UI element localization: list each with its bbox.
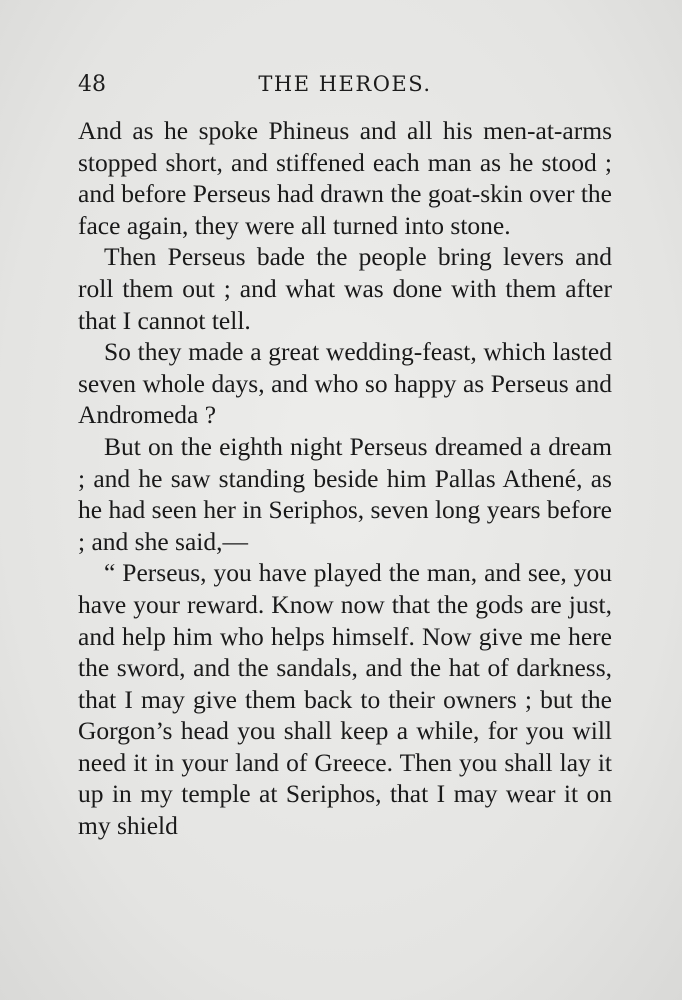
paragraph: “ Perseus, you have played the man, and see, you have your reward. Know now that the gods are just, and help him who helps himself. Now give me here the sword, and the sandals, and the hat of darkness, that I may give them back to their owners ; but the Gorgon’s head you shall keep a while, for you will need it in your land of Greece. Then you shall lay it up in my temple at Seriphos, that I may wear it on my shield	[78, 558, 612, 841]
page-header	[78, 72, 612, 106]
paragraph: But on the eighth night Perseus dreamed a dream ; and he saw standing beside him Pallas Athené, as he had seen her in Seriphos, seven long years before ; and she said,—	[78, 431, 612, 556]
paragraph: Then Perseus bade the people bring levers and roll them out ; and what was done with them after that I cannot tell.	[78, 242, 612, 335]
paragraph: So they made a great wedding-feast, which lasted seven whole days, and who so happy as Perseus and Andromeda ?	[78, 337, 612, 430]
paragraph: And as he spoke Phineus and all his men-at-arms stopped short, and stiffened each man as he stood ; and before Perseus had drawn the goat-skin over the face again, they were all turned into stone.	[78, 116, 612, 240]
page-number: 48	[78, 72, 106, 97]
running-title: THE HEROES.	[258, 72, 432, 96]
body-text	[78, 115, 612, 842]
